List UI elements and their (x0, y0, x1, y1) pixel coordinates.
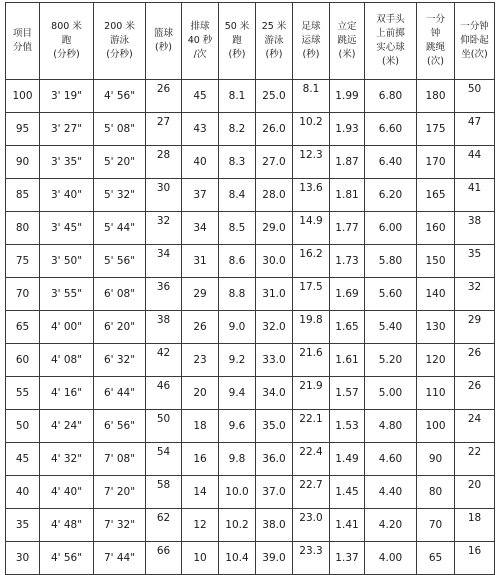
table-cell: 8.4 (219, 179, 256, 212)
table-cell: 5.60 (365, 278, 417, 311)
table-cell: 110 (417, 377, 455, 410)
table-cell: 16 (455, 542, 495, 575)
table-cell: 29 (182, 278, 219, 311)
header-line: 项目 (12, 28, 32, 39)
header-line: (米) (338, 49, 356, 60)
table-cell: 120 (417, 344, 455, 377)
table-cell: 45 (6, 443, 40, 476)
table-cell: 12 (182, 509, 219, 542)
table-row (6, 542, 495, 575)
table-cell: 22 (455, 443, 495, 476)
table-cell: 54 (146, 443, 182, 476)
table-cell: 8.3 (219, 146, 256, 179)
table-cell: 7' 20" (94, 476, 146, 509)
table-cell: 4.40 (365, 476, 417, 509)
header-line: 跑 (232, 35, 242, 46)
table-cell: 7' 08" (94, 443, 146, 476)
table-cell: 90 (6, 146, 40, 179)
table-cell: 23.0 (293, 509, 330, 542)
table-cell: 36.0 (256, 443, 293, 476)
table-cell: 9.6 (219, 410, 256, 443)
table-cell: 20 (182, 377, 219, 410)
table-cell: 29.0 (256, 212, 293, 245)
table-cell: 58 (146, 476, 182, 509)
table-row (6, 212, 495, 245)
table-cell: 45 (182, 80, 219, 113)
table-cell: 28 (146, 146, 182, 179)
table-cell: 65 (417, 542, 455, 575)
table-cell: 8.1 (219, 80, 256, 113)
table-cell: 4' 56" (40, 542, 94, 575)
header-cell (365, 3, 417, 80)
table-cell: 100 (6, 80, 40, 113)
table-cell: 3' 50" (40, 245, 94, 278)
header-row (6, 3, 495, 80)
header-line: 跑 (61, 35, 72, 46)
header-line: 实心球 (376, 42, 405, 53)
table-row (6, 443, 495, 476)
table-cell: 7' 32" (94, 509, 146, 542)
table-cell: 8.5 (219, 212, 256, 245)
header-line: 200 米 (104, 21, 135, 32)
table-cell: 41 (455, 179, 495, 212)
table-cell: 5' 20" (94, 146, 146, 179)
table-cell: 1.73 (330, 245, 365, 278)
header-line: (次) (427, 56, 444, 67)
table-cell: 85 (6, 179, 40, 212)
table-cell: 8.8 (219, 278, 256, 311)
table-cell: 1.99 (330, 80, 365, 113)
header-cell (293, 3, 330, 80)
table-cell: 4' 24" (40, 410, 94, 443)
table-cell: 30 (146, 179, 182, 212)
table-cell: 4' 48" (40, 509, 94, 542)
header-line: 足球 (301, 21, 321, 32)
header-line: 仰卧起 (460, 35, 489, 46)
table-cell: 19.8 (293, 311, 330, 344)
table-cell: 40 (182, 146, 219, 179)
table-cell: 10.0 (219, 476, 256, 509)
header-line: 上前掷 (376, 28, 405, 39)
table-cell: 6' 32" (94, 344, 146, 377)
table-cell: 5' 32" (94, 179, 146, 212)
table-cell: 30 (6, 542, 40, 575)
table-cell: 5.20 (365, 344, 417, 377)
table-cell: 22.7 (293, 476, 330, 509)
table-cell: 55 (6, 377, 40, 410)
table-cell: 28.0 (256, 179, 293, 212)
table-cell: 4' 40" (40, 476, 94, 509)
table-cell: 5.00 (365, 377, 417, 410)
table-cell: 170 (417, 146, 455, 179)
header-line: 立定 (337, 21, 357, 32)
table-cell: 6.00 (365, 212, 417, 245)
header-line: 游泳 (109, 35, 129, 46)
table-cell: 34 (182, 212, 219, 245)
header-line: 排球 (190, 21, 210, 32)
table-cell: 25.0 (256, 80, 293, 113)
table-cell: 43 (182, 113, 219, 146)
table-cell: 8.6 (219, 245, 256, 278)
header-line: 双手头 (376, 14, 405, 25)
header-cell (455, 3, 495, 80)
table-cell: 16 (182, 443, 219, 476)
header-cell (330, 3, 365, 80)
table-cell: 12.3 (293, 146, 330, 179)
header-line: 篮球 (153, 28, 173, 39)
header-cell (146, 3, 182, 80)
table-cell: 10.4 (219, 542, 256, 575)
table-cell: 9.8 (219, 443, 256, 476)
header-cell (219, 3, 256, 80)
table-cell: 1.81 (330, 179, 365, 212)
table-cell: 1.69 (330, 278, 365, 311)
table-cell: 130 (417, 311, 455, 344)
table-cell: 35.0 (256, 410, 293, 443)
table-cell: 1.53 (330, 410, 365, 443)
table-cell: 140 (417, 278, 455, 311)
table-cell: 165 (417, 179, 455, 212)
table-cell: 34.0 (256, 377, 293, 410)
table-cell: 38 (455, 212, 495, 245)
header-line: 一分 (425, 14, 445, 25)
table-cell: 60 (6, 344, 40, 377)
header-line: (分秒) (53, 49, 80, 60)
header-line: (秒) (155, 42, 172, 53)
table-cell: 13.6 (293, 179, 330, 212)
table-cell: 5.80 (365, 245, 417, 278)
table-cell: 3' 45" (40, 212, 94, 245)
table-cell: 62 (146, 509, 182, 542)
header-cell (6, 3, 40, 80)
header-line: 跳绳 (425, 42, 445, 53)
table-cell: 3' 40" (40, 179, 94, 212)
table-cell: 70 (417, 509, 455, 542)
header-line: 运球 (301, 35, 321, 46)
table-cell: 90 (417, 443, 455, 476)
table-cell: 10.2 (293, 113, 330, 146)
table-cell: 3' 19" (40, 80, 94, 113)
table-cell: 35 (6, 509, 40, 542)
table-cell: 37 (182, 179, 219, 212)
table-cell: 65 (6, 311, 40, 344)
table-cell: 1.49 (330, 443, 365, 476)
table-cell: 39.0 (256, 542, 293, 575)
header-line: 钟 (430, 28, 441, 39)
header-line: (秒) (228, 49, 246, 60)
table-row (6, 509, 495, 542)
table-cell: 26 (146, 80, 182, 113)
table-cell: 80 (417, 476, 455, 509)
table-cell: 3' 55" (40, 278, 94, 311)
table-cell: 10.2 (219, 509, 256, 542)
table-cell: 1.57 (330, 377, 365, 410)
table-cell: 4.60 (365, 443, 417, 476)
table-cell: 21.6 (293, 344, 330, 377)
table-cell: 21.9 (293, 377, 330, 410)
table-cell: 4.00 (365, 542, 417, 575)
table-cell: 14.9 (293, 212, 330, 245)
table-cell: 95 (6, 113, 40, 146)
header-line: 一分钟 (460, 21, 489, 32)
header-line: 800 米 (51, 21, 82, 32)
header-line: 分值 (12, 42, 32, 53)
table-row (6, 377, 495, 410)
table-cell: 6' 08" (94, 278, 146, 311)
table-cell: 3' 35" (40, 146, 94, 179)
table-cell: 20 (455, 476, 495, 509)
table-cell: 66 (146, 542, 182, 575)
table-cell: 5' 56" (94, 245, 146, 278)
table-cell: 1.41 (330, 509, 365, 542)
table-cell: 180 (417, 80, 455, 113)
table-cell: 26 (455, 377, 495, 410)
table-cell: 32 (146, 212, 182, 245)
header-line: (分秒) (106, 49, 133, 60)
table-cell: 23 (182, 344, 219, 377)
table-cell: 38 (146, 311, 182, 344)
table-cell: 14 (182, 476, 219, 509)
table-cell: 75 (6, 245, 40, 278)
table-cell: 33.0 (256, 344, 293, 377)
table-cell: 4' 32" (40, 443, 94, 476)
table-cell: 34 (146, 245, 182, 278)
table-cell: 23.3 (293, 542, 330, 575)
table-cell: 26 (455, 344, 495, 377)
header-cell (256, 3, 293, 80)
table-cell: 27 (146, 113, 182, 146)
table-cell: 3' 27" (40, 113, 94, 146)
table-cell: 31.0 (256, 278, 293, 311)
table-cell: 50 (455, 80, 495, 113)
table-cell: 35 (455, 245, 495, 278)
header-line: (秒) (265, 49, 283, 60)
header-line: 25 米 (261, 21, 287, 32)
header-line: (米) (382, 56, 399, 67)
table-cell: 175 (417, 113, 455, 146)
header-line: 跳远 (337, 35, 357, 46)
table-row (6, 476, 495, 509)
table-cell: 26.0 (256, 113, 293, 146)
table-row (6, 113, 495, 146)
table-cell: 32.0 (256, 311, 293, 344)
table-cell: 160 (417, 212, 455, 245)
header-line: 40 秒 (187, 35, 213, 46)
table-cell: 5' 44" (94, 212, 146, 245)
table-row (6, 146, 495, 179)
table-cell: 9.2 (219, 344, 256, 377)
table-cell: 6.80 (365, 80, 417, 113)
table-cell: 50 (6, 410, 40, 443)
table-row (6, 311, 495, 344)
table-cell: 16.2 (293, 245, 330, 278)
table-cell: 4.20 (365, 509, 417, 542)
header-line: /次 (193, 49, 207, 60)
table-cell: 31 (182, 245, 219, 278)
table-cell: 17.5 (293, 278, 330, 311)
table-cell: 6.60 (365, 113, 417, 146)
table-cell: 32 (455, 278, 495, 311)
table-cell: 30.0 (256, 245, 293, 278)
header-cell (182, 3, 219, 80)
table-cell: 6.20 (365, 179, 417, 212)
table-cell: 5.40 (365, 311, 417, 344)
table-row (6, 179, 495, 212)
table-row (6, 344, 495, 377)
table-cell: 5' 08" (94, 113, 146, 146)
table-cell: 46 (146, 377, 182, 410)
table-cell: 37.0 (256, 476, 293, 509)
table-cell: 80 (6, 212, 40, 245)
table-cell: 24 (455, 410, 495, 443)
table-row (6, 278, 495, 311)
table-cell: 1.45 (330, 476, 365, 509)
table-cell: 1.77 (330, 212, 365, 245)
table-cell: 1.65 (330, 311, 365, 344)
table-cell: 22.1 (293, 410, 330, 443)
table-cell: 1.61 (330, 344, 365, 377)
header-line: 50 米 (224, 21, 250, 32)
table-cell: 36 (146, 278, 182, 311)
table-cell: 150 (417, 245, 455, 278)
table-cell: 40 (6, 476, 40, 509)
table-cell: 4.80 (365, 410, 417, 443)
table-cell: 47 (455, 113, 495, 146)
table-cell: 8.2 (219, 113, 256, 146)
table-cell: 6.40 (365, 146, 417, 179)
table-row (6, 410, 495, 443)
table-cell: 9.0 (219, 311, 256, 344)
table-cell: 7' 44" (94, 542, 146, 575)
table-cell: 27.0 (256, 146, 293, 179)
table-cell: 70 (6, 278, 40, 311)
header-cell (417, 3, 455, 80)
table-cell: 9.4 (219, 377, 256, 410)
table-cell: 18 (455, 509, 495, 542)
table-cell: 8.1 (293, 80, 330, 113)
header-line: (秒) (302, 49, 320, 60)
table-cell: 42 (146, 344, 182, 377)
table-cell: 4' 00" (40, 311, 94, 344)
table-cell: 100 (417, 410, 455, 443)
table-cell: 38.0 (256, 509, 293, 542)
table-cell: 18 (182, 410, 219, 443)
table-cell: 4' 08" (40, 344, 94, 377)
table-cell: 6' 56" (94, 410, 146, 443)
header-line: 坐(次) (461, 49, 488, 60)
table-cell: 26 (182, 311, 219, 344)
header-line: 游泳 (264, 35, 284, 46)
table-cell: 4' 16" (40, 377, 94, 410)
header-cell (40, 3, 94, 80)
table-cell: 44 (455, 146, 495, 179)
table-cell: 1.93 (330, 113, 365, 146)
header-cell (94, 3, 146, 80)
table-cell: 10 (182, 542, 219, 575)
table-cell: 4' 56" (94, 80, 146, 113)
table-cell: 29 (455, 311, 495, 344)
table-cell: 1.37 (330, 542, 365, 575)
table-cell: 6' 20" (94, 311, 146, 344)
table-body (6, 80, 495, 575)
table-cell: 1.87 (330, 146, 365, 179)
score-table (5, 2, 495, 575)
table-cell: 22.4 (293, 443, 330, 476)
table-row (6, 80, 495, 113)
table-row (6, 245, 495, 278)
table-cell: 6' 44" (94, 377, 146, 410)
table-cell: 50 (146, 410, 182, 443)
